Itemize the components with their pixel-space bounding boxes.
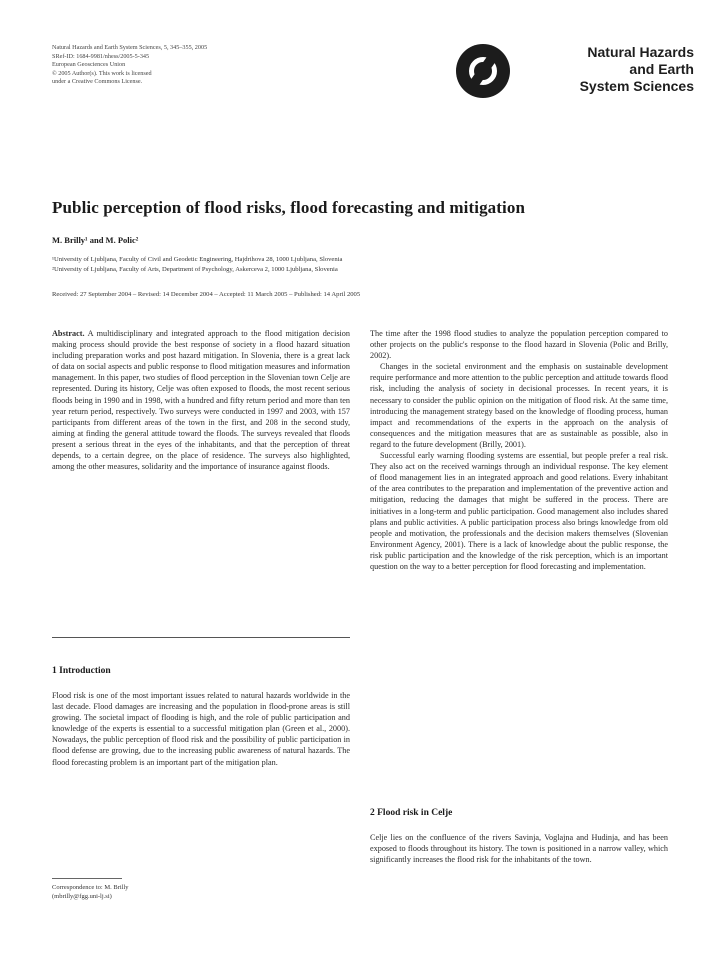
affiliation-line: ²University of Ljubljana, Faculty of Arts, Department of Psychology, Askerceva 2, 1000 Ljubljana, Slovenia: [52, 266, 338, 273]
introduction-paragraph: Flood risk is one of the most important issues related to natural hazards worldwide in the last decade. Flood damages are increasing and the population in flood-prone areas is still growing. The societal impact of flooding is high, and the role of public participation and knowledge of the experts is essential to a successful mitigation plan (Green et al., 2000). Nowadays, the public perception of flood risk and the possibility of public participation in flood defense are growing, due to the increasing public awareness of natural hazards. The flood forecasting problem is an important part of the mitigation plan.: [52, 691, 350, 767]
section-heading-flood-risk: 2 Flood risk in Celje: [370, 808, 453, 818]
abstract-text: A multidisciplinary and integrated approach to the flood mitigation decision making process should provide the best response of society in a flood hazard situation including preparation works and post hazard mitigation. In Slovenia, there is a great lack of data on social aspects and public response to flood mitigation measures and information management. In this paper, two studies of flood perception in the Slovenian town Celje are represented. During its history, Celje was often exposed to floods, the most recent serious floods being in 1990 and in 1998, with a hundred and fifty return period and more than ten year return period, respectively. Two surveys were conducted in 1997 and 2003, with 157 participants from different areas of the town in the first, and 208 in the second study, aiming at finding the general attitude toward the floods. The surveys revealed that floods present a serious threat in the eyes of the inhabitants, and that the perception of threat depends, to a certain degree, on the place of residence. The surveys also highlighted, among the other measures, solidarity and the importance of insurance against floods.: [52, 329, 350, 472]
publication-dates: Received: 27 September 2004 – Revised: 14 December 2004 – Accepted: 11 March 2005 – Published: 14 April 2005: [52, 291, 361, 298]
paper-authors: M. Brilly¹ and M. Polic²: [52, 235, 139, 245]
correspondence-footnote: [52, 883, 350, 901]
body-paragraph: Successful early warning flooding systems are essential, but people prefer a real risk. They also act on the received warnings through an individual response. The key element of flood management lies in an integrated approach and good relations. Every inhabitant of the area contributes to the preparation and implementation of the preventive action and mitigation, reducing the damages that might be suffered in the process. There are initiatives in a long-term and public participation. Good management also includes shared plans and public activities. A public participation process also brings knowledge from old people and motivation, the professionals and the decision makers themselves (Slovenian Environment Agency, 2001). There is a lack of knowledge about the public response, the risk public participation and the knowledge of the risk perception, which is an important question on the way to a better perception for flood forecasting and implementation.: [370, 451, 668, 571]
flood-risk-body: [370, 832, 668, 920]
journal-header-line: SRef-ID: 1684-9981/nhess/2005-5-345: [52, 52, 150, 60]
journal-logo: [452, 42, 692, 108]
footnote-divider: [52, 878, 122, 879]
affiliation-line: ¹University of Ljubljana, Faculty of Civil and Geodetic Engineering, Hajdrihova 28, 1000 Ljubljana, Slovenia: [52, 256, 343, 263]
author-affiliations: [52, 255, 672, 275]
journal-header-line: under a Creative Commons License.: [52, 78, 143, 86]
right-column-body: [370, 328, 668, 778]
journal-logo-line: Natural Hazards: [587, 44, 694, 60]
journal-header: [52, 44, 382, 87]
introduction-body: [52, 690, 350, 868]
egu-logo-icon: [456, 44, 510, 98]
footnote-line: (mbrilly@fgg.uni-lj.si): [52, 893, 112, 900]
journal-header-line: European Geosciences Union: [52, 61, 126, 69]
journal-logo-line: System Sciences: [579, 78, 694, 94]
journal-header-line: © 2005 Author(s). This work is licensed: [52, 69, 152, 77]
abstract-divider: [52, 637, 350, 638]
body-paragraph: The time after the 1998 flood studies to analyze the population perception compared to other projects on the public's response to the flood hazard in Slovenia (Polic and Brilly, 2002).: [370, 329, 668, 361]
footnote-line: Correspondence to: M. Brilly: [52, 884, 129, 891]
journal-header-line: Natural Hazards and Earth System Sciences, 5, 345–355, 2005: [52, 44, 208, 51]
flood-risk-paragraph: Celje lies on the confluence of the rivers Savinja, Voglajna and Hudinja, and has been exposed to floods throughout its history. The town is positioned in a narrow valley, which significantly increases the flood risk for the inhabitants of the town.: [370, 833, 668, 865]
paper-title: Public perception of flood risks, flood forecasting and mitigation: [52, 198, 526, 217]
journal-logo-line: and Earth: [629, 61, 694, 77]
body-paragraph: Changes in the societal environment and the emphasis on sustainable development require performance and more attention to the public perception and attitude towards flood risk, including the analysis of society in decisional processes. In recent years, it is necessary to consider the public opinion on the mitigation of flood risk. At the same time, introducing the management strategy based on the knowledge of flooding process, human impact and recommendations of the experts in the approach on the analysis of consequences and the mitigation measures that are as sustainable as possible, also in regard to the future development (Brilly, 2001).: [370, 362, 668, 449]
section-heading-introduction: 1 Introduction: [52, 666, 111, 676]
abstract-label: Abstract.: [52, 329, 85, 338]
journal-logo-text: [518, 44, 694, 95]
abstract: [52, 328, 350, 626]
